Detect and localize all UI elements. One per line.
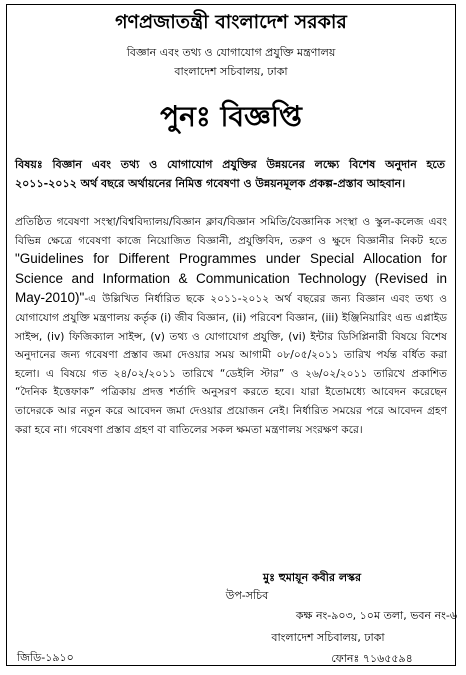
body-part-2: -এ উল্লিখিত নির্ধারিত ছকে ২০১১-২০১২ অর্থ বছরের জন্য বিজ্ঞান এবং তথ্য ও যোগাযোগ প্রযুক্তি মন্ত্রণালয় কর্তৃক (i) জীব বিজ্ঞান, (ii) পরিবেশ বিজ্ঞান, (iii) ইঞ্জিনিয়ারিং এন্ড এপ্লাইড সাইন্স, (iv) ফিজিক্যাল সাইন্স, (v) তথ্য ও যোগাযোগ প্রযুক্তি, (vi) ইন্টার ডিসিপ্লিনারী বিষয়ে বিশেষ অনুদানের জন্য গবেষণা প্রস্তাব জমা দেওয়ার সময় আগামী ০৮/০৫/২০১১ তারিখ পর্যন্ত বর্ধিত করা হলো। এ বিষয়ে গত ২৪/০২/২০১১ তারিখে “ডেইলি স্টার” ও ২৬/০২/২০১১ তারিখে প্রকাশিত “দৈনিক ইত্তেফাক” পত্রিকায় প্রদত্ত শর্তাদি অনুসরণ করতে হবে। যারা ইতোমধ্যে আবেদন করেছেন তাদেরকে আর নতুন করে আবেদন জমা দেওয়ার প্রয়োজন নেই। নির্ধারিত সময়ের পরে আবেদন গ্রহণ করা হবে না। গবেষণা প্রস্তাব গ্রহণ বা বাতিলের সকল ক্ষমতা মন্ত্রণালয় সংরক্ষণ করে। — [15, 293, 447, 436]
signatory-designation: উপ-সচিব — [225, 589, 269, 602]
notice-heading: পুনঃ বিজ্ঞপ্তি — [160, 100, 302, 133]
signatory-phone: ফোনঃ ৭১৬৫৫৯৪ — [331, 652, 413, 665]
ministry-name: বিজ্ঞান এবং তথ্য ও যোগাযোগ প্রযুক্তি মন্ত্রণালয় — [126, 46, 336, 59]
signatory-office: কক্ষ নং-৯০৩, ১০ম তলা, ভবন নং-৬ — [295, 609, 457, 622]
reference-number: জিডি-১৯১০ — [17, 651, 74, 664]
government-title: গণপ্রজাতন্ত্রী বাংলাদেশ সরকার — [115, 11, 347, 33]
signatory-name: মুঃ হুমায়ূন কবীর লস্কর — [262, 571, 362, 584]
ministry-address: বাংলাদেশ সচিবালয়, ঢাকা — [174, 65, 288, 78]
notice-body — [15, 213, 447, 439]
notice-subject: বিষয়ঃ বিজ্ঞান এবং তথ্য ও যোগাযোগ প্রযুক্তির উন্নয়নের লক্ষ্যে বিশেষ অনুদান হতে ২০১১-২০১২ অর্থ বছরে অর্থায়নের নিমিত্ত গবেষণা ও উন্নয়নমূলক প্রকল্প-প্রস্তাব আহবান। — [15, 158, 445, 190]
body-part-1: প্রতিষ্ঠিত গবেষণা সংস্থা/বিশ্ববিদ্যালয়/বিজ্ঞান ক্লাব/বিজ্ঞান সমিতি/বৈজ্ঞানিক সংস্থা ও স্কুল-কলেজ এবং বিভিন্ন ক্ষেত্রে গবেষণা কাজে নিয়োজিত বিজ্ঞানী, প্রযুক্তিবিদ, তরুণ ও ক্ষুদে বিজ্ঞানীর নিকট হতে — [15, 216, 447, 247]
signatory-address: বাংলাদেশ সচিবালয়, ঢাকা — [271, 631, 385, 644]
guidelines-title: "Guidelines for Different Programmes under Special Allocation for Science and Information & Communication Technology (Revised in May-2010)" — [15, 251, 447, 306]
government-notice — [6, 4, 456, 666]
